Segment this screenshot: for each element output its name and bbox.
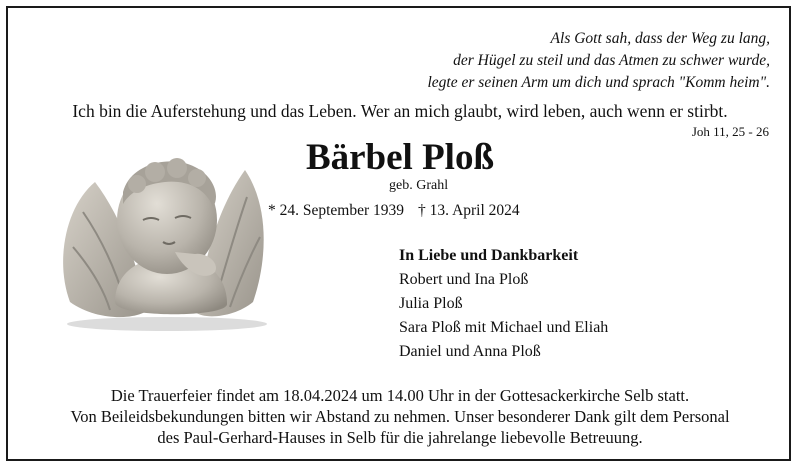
bible-verse: Ich bin die Auferstehung und das Leben. Wer an mich glaubt, wird leben, auch wenn er stirbt. (72, 101, 728, 121)
poem-line: legte er seinen Arm um dich und sprach "Komm heim". (427, 74, 770, 91)
deceased-name: Bärbel Ploß (305, 137, 495, 178)
bible-verse-reference: Joh 11, 25 - 26 (691, 124, 769, 139)
mourners-list (399, 244, 608, 364)
angel-statue-icon (55, 152, 270, 332)
poem-line: Als Gott sah, dass der Weg zu lang, (550, 30, 770, 47)
mourner-name: Robert und Ina Ploß (399, 271, 529, 288)
funeral-info-line: Von Beileidsbekundungen bitten wir Abstand zu nehmen. Unser besonderer Dank gilt dem Personal (70, 407, 730, 426)
life-dates (268, 202, 520, 220)
mourners-heading: In Liebe und Dankbarkeit (399, 247, 579, 264)
maiden-name: geb. Grahl (389, 178, 449, 193)
funeral-notice (0, 385, 800, 448)
mourner-name: Julia Ploß (399, 295, 463, 312)
poem (250, 28, 770, 94)
funeral-info-line: Die Trauerfeier findet am 18.04.2024 um 14.00 Uhr in der Gottesackerkirche Selb statt. (110, 386, 690, 405)
death-date: † 13. April 2024 (418, 202, 520, 219)
mourner-name: Daniel und Anna Ploß (399, 343, 541, 360)
poem-line: der Hügel zu steil und das Atmen zu schwer wurde, (453, 52, 770, 69)
birth-date: * 24. September 1939 (268, 202, 405, 219)
mourner-name: Sara Ploß mit Michael und Eliah (399, 319, 609, 336)
funeral-info-line: des Paul-Gerhard-Hauses in Selb für die jahrelange liebevolle Betreuung. (157, 428, 643, 447)
